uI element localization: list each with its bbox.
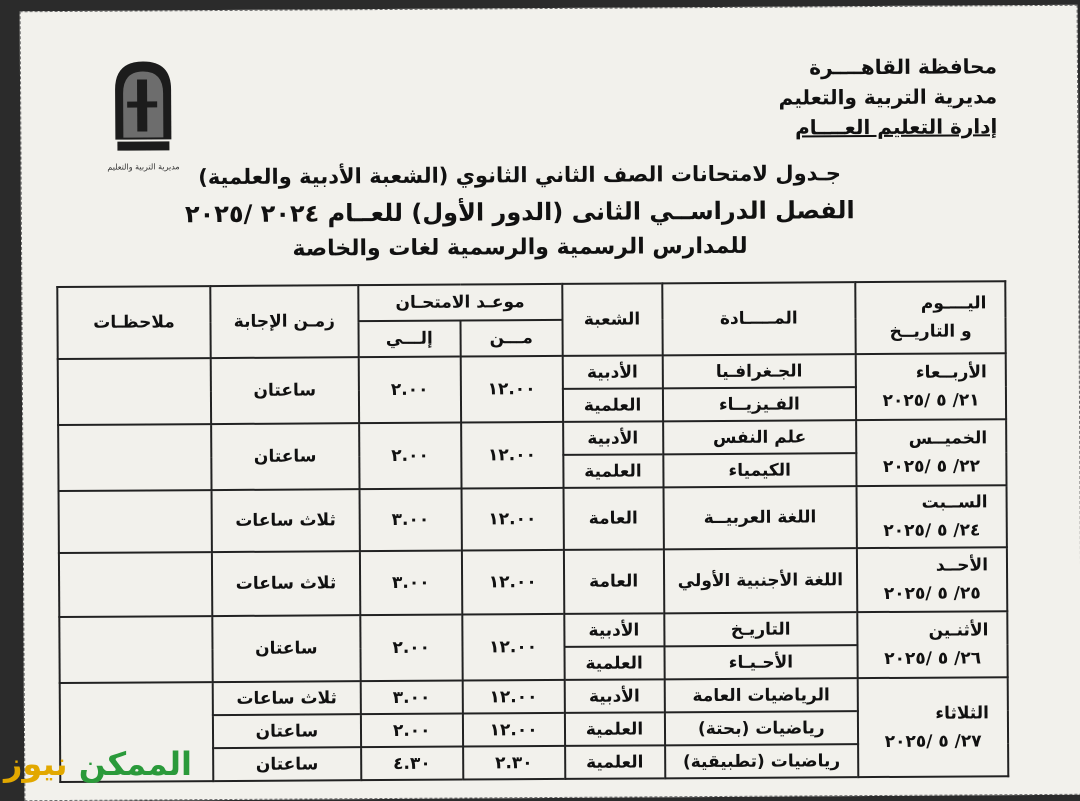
header-day-date	[855, 281, 1005, 354]
subject-cell: الكيمياء	[663, 453, 857, 487]
day-date: ٢٤/ ٥ /٢٠٢٥	[883, 520, 981, 541]
subject-cell: اللغة العربيــة	[663, 486, 857, 549]
duration-cell: ثلاث ساعات	[212, 551, 360, 616]
day-name: الأثنـين	[928, 620, 989, 641]
from-cell: ١٢.٠٠	[461, 422, 563, 489]
duration-cell: ساعتان	[212, 615, 360, 682]
header-day: اليــــوم	[920, 293, 987, 314]
header-from: مـــن	[460, 320, 562, 357]
division-cell: العلمية	[565, 745, 665, 779]
day-cell	[856, 419, 1006, 486]
day-cell	[857, 547, 1007, 612]
day-cell	[856, 353, 1006, 420]
logo-caption: مديرية التربية والتعليم	[107, 162, 180, 172]
to-cell: ٢.٠٠	[360, 615, 462, 682]
table-row	[59, 485, 1007, 553]
division-cell: العلمية	[563, 454, 663, 488]
governorate-label: محافظة القاهــــرة	[809, 54, 998, 80]
duration-cell: ساعتان	[213, 714, 361, 748]
table-row	[58, 419, 1006, 458]
watermark-part-1: الممكن	[78, 745, 192, 783]
header-exam-time: موعـد الامتحـان	[358, 284, 562, 321]
table-row	[59, 611, 1007, 650]
subject-cell: اللغة الأجنبية الأولي	[663, 548, 857, 613]
day-date: ٢٧/ ٥ /٢٠٢٥	[884, 730, 982, 752]
day-cell	[858, 677, 1008, 777]
from-cell: ١٢.٠٠	[462, 550, 564, 615]
division-cell: الأدبية	[564, 679, 664, 713]
to-cell: ٤.٣٠	[361, 747, 463, 781]
from-cell: ١٢.٠٠	[463, 713, 565, 747]
day-cell	[857, 611, 1007, 678]
from-cell: ١٢.٠٠	[460, 356, 562, 423]
header-notes: ملاحظـات	[57, 286, 210, 359]
from-cell: ٢.٣٠	[463, 746, 565, 780]
division-cell: العلمية	[565, 712, 665, 746]
to-cell: ٣.٠٠	[359, 489, 461, 552]
subject-cell: علم النفس	[663, 420, 857, 454]
exam-schedule-table	[56, 280, 1009, 783]
duration-cell: ساعتان	[213, 747, 361, 781]
division-cell: العامة	[564, 549, 664, 614]
header-to: إلـــي	[358, 321, 460, 358]
duration-cell: ساعتان	[211, 423, 359, 490]
subject-cell: الرياضيات العامة	[664, 678, 858, 712]
title-line-3: للمدارس الرسمية والرسمية لغات والخاصة	[292, 233, 748, 262]
subject-cell: الفـيزيــاء	[662, 387, 856, 421]
day-date: ٢٢/ ٥ /٢٠٢٥	[882, 456, 981, 477]
subject-cell: رياضيات (تطبيقية)	[665, 744, 859, 778]
from-cell: ١٢.٠٠	[461, 488, 563, 551]
day-name: الأحــد	[935, 555, 989, 576]
header-subject: المـــــادة	[662, 282, 856, 355]
division-cell: العلمية	[563, 388, 663, 422]
to-cell: ٢.٠٠	[361, 714, 463, 748]
day-cell	[857, 485, 1007, 548]
title-block	[142, 155, 899, 268]
title-line-2: الفصل الدراســي الثانى (الدور الأول) للعــام ٢٠٢٤ /٢٠٢٥	[184, 196, 855, 229]
subject-cell: التاريـخ	[664, 612, 858, 646]
to-cell: ٢.٠٠	[358, 357, 460, 424]
header-date: و التاريــخ	[889, 321, 972, 342]
to-cell: ٣.٠٠	[360, 551, 462, 616]
header-division: الشعبة	[562, 283, 662, 356]
notes-cell	[58, 358, 211, 425]
subject-cell: الأحـيـاء	[664, 645, 858, 679]
notes-cell	[59, 552, 212, 617]
notes-cell	[59, 490, 212, 553]
subject-cell: الجـغرافـيا	[662, 354, 856, 388]
document-page	[20, 5, 1080, 801]
from-cell: ١٢.٠٠	[462, 680, 564, 714]
duration-cell: ساعتان	[211, 357, 359, 424]
day-name: الســبت	[921, 492, 988, 513]
division-cell: الأدبية	[562, 355, 662, 389]
notes-cell	[59, 616, 212, 683]
header-duration: زمـن الإجابة	[210, 285, 358, 358]
title-line-1: جـدول لامتحانات الصف الثاني الثانوي (الشعبة الأدبية والعلمية)	[198, 161, 842, 190]
watermark-part-2: نيوز	[4, 745, 68, 783]
table-row	[59, 547, 1007, 617]
to-cell: ٣.٠٠	[360, 681, 462, 715]
division-cell: الأدبية	[563, 421, 663, 455]
subject-cell: رياضيات (بحتة)	[664, 711, 858, 745]
division-cell: الأدبية	[564, 613, 664, 647]
day-date: ٢٦/ ٥ /٢٠٢٥	[884, 648, 982, 669]
site-watermark	[4, 745, 192, 783]
division-cell: العامة	[563, 487, 663, 550]
day-name: الخميــس	[908, 428, 988, 449]
header-block	[697, 51, 998, 143]
duration-cell: ثلاث ساعات	[213, 681, 361, 715]
duration-cell: ثلاث ساعات	[211, 489, 359, 552]
day-name: الثلاثاء	[935, 702, 989, 724]
day-date: ٢٥/ ٥ /٢٠٢٥	[883, 583, 981, 604]
table-row	[58, 353, 1006, 392]
day-name: الأربــعاء	[915, 362, 987, 383]
day-date: ٢١/ ٥ /٢٠٢٥	[882, 390, 980, 411]
division-cell: العلمية	[564, 646, 664, 680]
notes-cell	[58, 424, 211, 491]
to-cell: ٢.٠٠	[359, 423, 461, 490]
from-cell: ١٢.٠٠	[462, 614, 564, 681]
table-row	[60, 677, 1008, 716]
directorate-label: مديرية التربية والتعليم	[778, 84, 998, 110]
administration-label: إدارة التعليم العــــام	[795, 114, 998, 140]
